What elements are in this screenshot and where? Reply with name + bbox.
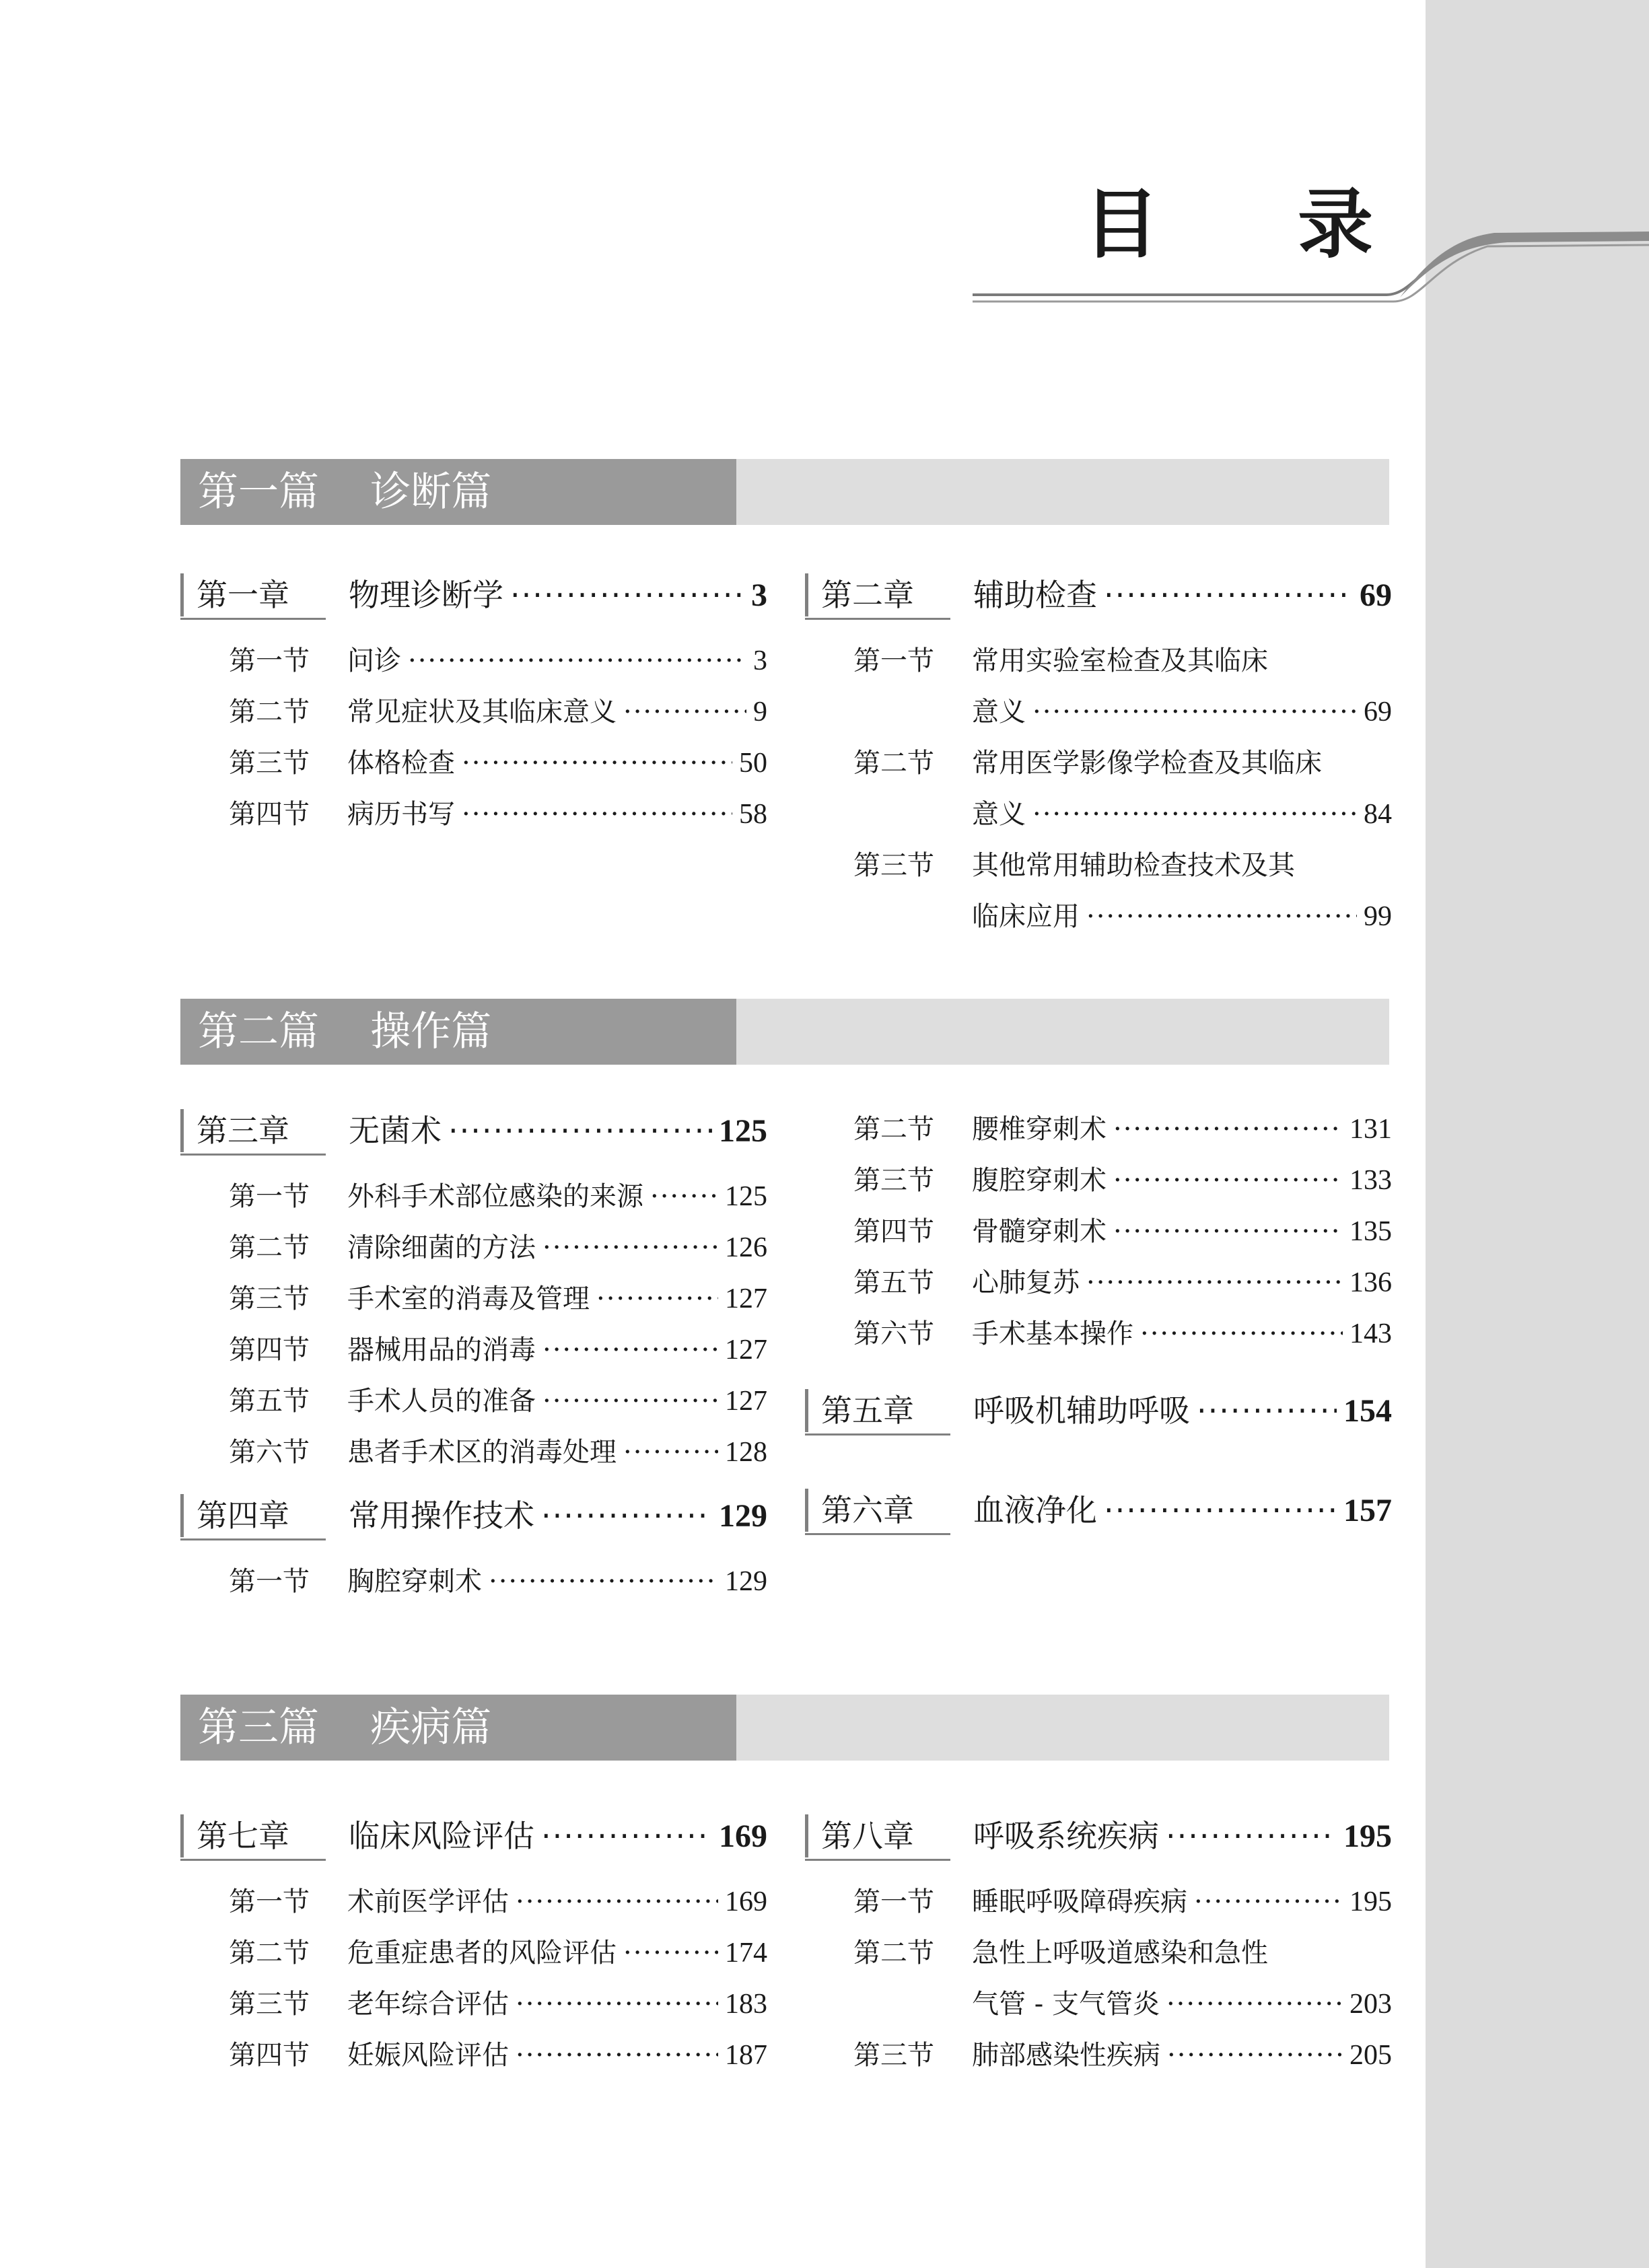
section-number: 第二节 — [229, 1232, 310, 1263]
chapter-page: 169 — [719, 1818, 767, 1854]
section-page: 129 — [725, 1566, 767, 1597]
part-title: 第二篇 操作篇 — [198, 1008, 492, 1055]
section-title: 常用实验室检查及其临床 — [972, 645, 1268, 676]
section-title: 妊娠风险评估 — [347, 2040, 509, 2071]
section-number: 第三节 — [853, 1165, 934, 1196]
section-number: 第二节 — [229, 1938, 310, 1969]
section-title: 意义 — [972, 697, 1026, 728]
section-page: 127 — [725, 1335, 767, 1366]
section-page: 3 — [753, 645, 767, 676]
section-title: 清除细菌的方法 — [347, 1232, 536, 1263]
chapter-entry[interactable] — [180, 1106, 767, 1156]
section-entry[interactable] — [180, 1979, 767, 2030]
section-entry[interactable] — [180, 1427, 767, 1478]
chapter-entry[interactable] — [805, 1486, 1392, 1536]
section-number: 第一节 — [229, 1886, 310, 1917]
section-page: 131 — [1349, 1114, 1392, 1145]
section-entry[interactable] — [180, 1876, 767, 1927]
section-number: 第五节 — [229, 1386, 310, 1417]
section-number: 第三节 — [853, 2040, 934, 2071]
section-title: 腹腔穿刺术 — [972, 1165, 1107, 1196]
section-entry[interactable] — [180, 1324, 767, 1376]
section-entry[interactable] — [180, 1376, 767, 1427]
part-header — [180, 1695, 1389, 1761]
section-title: 心肺复苏 — [972, 1267, 1080, 1298]
section-title: 老年综合评估 — [347, 1989, 509, 2020]
section-entry-continued[interactable] — [805, 1979, 1392, 2030]
chapter-page: 3 — [751, 577, 767, 613]
section-number: 第二节 — [853, 1114, 934, 1145]
section-title: 急性上呼吸道感染和急性 — [972, 1938, 1268, 1969]
part-3-left-column — [180, 1812, 767, 2081]
section-entry-continued[interactable] — [805, 891, 1392, 942]
part-title: 第一篇 诊断篇 — [198, 468, 492, 516]
chapter-title: 临床风险评估 — [349, 1818, 534, 1854]
part-3 — [180, 1695, 1389, 1761]
section-entry-continued[interactable] — [805, 686, 1392, 738]
page-title — [1084, 181, 1373, 269]
section-entry[interactable] — [805, 1927, 1392, 1979]
section-entry[interactable] — [180, 1556, 767, 1607]
chapter-title: 呼吸机辅助呼吸 — [973, 1392, 1190, 1429]
section-entry[interactable] — [180, 635, 767, 686]
page-title-char-2: 录 — [1298, 181, 1373, 269]
section-page: 9 — [753, 697, 767, 728]
section-page: 135 — [1349, 1216, 1392, 1247]
section-number: 第四节 — [229, 1335, 310, 1366]
section-entry[interactable] — [805, 1308, 1392, 1359]
section-title: 器械用品的消毒 — [347, 1335, 536, 1366]
section-page: 143 — [1349, 1318, 1392, 1349]
chapter-title: 血液净化 — [973, 1492, 1097, 1528]
part-3-right-column — [805, 1812, 1392, 2081]
section-number: 第三节 — [229, 748, 310, 779]
section-title: 骨髓穿刺术 — [972, 1216, 1107, 1247]
section-page: 126 — [725, 1232, 767, 1263]
chapter-entry[interactable] — [805, 1812, 1392, 1862]
section-title: 腰椎穿刺术 — [972, 1114, 1107, 1145]
part-header — [180, 999, 1389, 1065]
section-title: 患者手术区的消毒处理 — [347, 1437, 617, 1468]
section-title: 临床应用 — [972, 901, 1080, 932]
section-title: 手术人员的准备 — [347, 1386, 536, 1417]
section-number: 第四节 — [853, 1216, 934, 1247]
section-entry[interactable] — [180, 738, 767, 789]
section-title: 其他常用辅助检查技术及其 — [972, 850, 1295, 881]
section-number: 第三节 — [229, 1989, 310, 2020]
section-title: 外科手术部位感染的来源 — [347, 1181, 643, 1212]
chapter-title: 呼吸系统疾病 — [973, 1818, 1159, 1854]
section-page: 50 — [739, 748, 767, 779]
section-number: 第六节 — [853, 1318, 934, 1349]
chapter-entry[interactable] — [180, 1491, 767, 1541]
section-title: 肺部感染性疾病 — [972, 2040, 1160, 2071]
chapter-number: 第四章 — [197, 1497, 289, 1534]
part-2-right-column — [805, 1104, 1392, 1551]
section-entry[interactable] — [805, 1257, 1392, 1308]
section-title: 气管 - 支气管炎 — [972, 1989, 1160, 2020]
section-title: 病历书写 — [347, 799, 455, 830]
chapter-number: 第五章 — [821, 1392, 914, 1429]
section-title: 术前医学评估 — [347, 1886, 509, 1917]
section-title: 手术室的消毒及管理 — [347, 1283, 590, 1314]
section-entry[interactable] — [180, 1222, 767, 1273]
chapter-entry[interactable] — [180, 571, 767, 621]
section-number: 第二节 — [853, 748, 934, 779]
chapter-page: 125 — [719, 1113, 767, 1149]
section-number: 第三节 — [229, 1283, 310, 1314]
section-entry[interactable] — [805, 738, 1392, 789]
section-page: 203 — [1349, 1989, 1392, 2020]
chapter-page: 157 — [1343, 1493, 1392, 1528]
section-title: 胸腔穿刺术 — [347, 1566, 482, 1597]
section-page: 195 — [1349, 1886, 1392, 1917]
section-page: 69 — [1364, 697, 1392, 728]
chapter-title: 辅助检查 — [973, 577, 1097, 613]
section-page: 99 — [1364, 901, 1392, 932]
section-title: 危重症患者的风险评估 — [347, 1938, 617, 1969]
chapter-number: 第八章 — [821, 1818, 914, 1854]
section-entry[interactable] — [180, 789, 767, 840]
chapter-entry[interactable] — [805, 571, 1392, 621]
section-entry[interactable] — [805, 1104, 1392, 1155]
section-entry[interactable] — [180, 1927, 767, 1979]
section-number: 第一节 — [229, 645, 310, 676]
chapter-title: 常用操作技术 — [349, 1497, 534, 1534]
part-1 — [180, 459, 1389, 525]
chapter-title: 物理诊断学 — [349, 577, 503, 613]
chapter-title: 无菌术 — [349, 1112, 442, 1149]
chapter-entry[interactable] — [805, 1386, 1392, 1436]
section-page: 133 — [1349, 1165, 1392, 1196]
section-page: 125 — [725, 1181, 767, 1212]
section-title: 意义 — [972, 799, 1026, 830]
section-entry[interactable] — [180, 686, 767, 738]
page-title-block — [969, 182, 1649, 316]
chapter-number: 第六章 — [821, 1492, 914, 1528]
chapter-number: 第三章 — [197, 1112, 289, 1149]
section-number: 第五节 — [853, 1267, 934, 1298]
chapter-page: 195 — [1343, 1818, 1392, 1854]
section-entry[interactable] — [805, 1206, 1392, 1257]
section-page: 183 — [725, 1989, 767, 2020]
chapter-page: 69 — [1360, 577, 1392, 613]
section-title: 常见症状及其临床意义 — [347, 697, 617, 728]
section-entry[interactable] — [805, 635, 1392, 686]
section-entry[interactable] — [805, 840, 1392, 891]
section-entry[interactable] — [180, 1273, 767, 1324]
section-number: 第一节 — [229, 1566, 310, 1597]
part-2 — [180, 999, 1389, 1065]
section-title: 体格检查 — [347, 748, 455, 779]
section-title: 常用医学影像学检查及其临床 — [972, 748, 1322, 779]
section-page: 205 — [1349, 2040, 1392, 2071]
chapter-page: 154 — [1343, 1393, 1392, 1429]
chapter-page: 129 — [719, 1498, 767, 1534]
section-number: 第二节 — [853, 1938, 934, 1969]
part-1-left-column — [180, 571, 767, 840]
part-1-right-column — [805, 571, 1392, 942]
section-title: 手术基本操作 — [972, 1318, 1133, 1349]
section-page: 136 — [1349, 1267, 1392, 1298]
section-title: 问诊 — [347, 645, 401, 676]
section-number: 第四节 — [229, 799, 310, 830]
section-page: 127 — [725, 1386, 767, 1417]
section-page: 187 — [725, 2040, 767, 2071]
chapter-number: 第七章 — [197, 1818, 289, 1854]
section-page: 127 — [725, 1283, 767, 1314]
section-entry[interactable] — [805, 2030, 1392, 2081]
part-2-left-column — [180, 1106, 767, 1607]
section-entry-continued[interactable] — [805, 789, 1392, 840]
section-page: 128 — [725, 1437, 767, 1468]
section-number: 第一节 — [229, 1181, 310, 1212]
section-number: 第一节 — [853, 645, 934, 676]
section-entry[interactable] — [805, 1155, 1392, 1206]
section-title: 睡眠呼吸障碍疾病 — [972, 1886, 1187, 1917]
part-title: 第三篇 疾病篇 — [198, 1704, 492, 1751]
chapter-number: 第二章 — [821, 577, 914, 613]
section-number: 第六节 — [229, 1437, 310, 1468]
section-entry[interactable] — [805, 1876, 1392, 1927]
side-band — [1426, 0, 1649, 2268]
part-header — [180, 459, 1389, 525]
page-title-char-1: 目 — [1084, 181, 1159, 269]
section-page: 58 — [739, 799, 767, 830]
section-page: 84 — [1364, 799, 1392, 830]
section-entry[interactable] — [180, 2030, 767, 2081]
section-number: 第四节 — [229, 2040, 310, 2071]
section-page: 174 — [725, 1938, 767, 1969]
chapter-number: 第一章 — [197, 577, 289, 613]
chapter-entry[interactable] — [180, 1812, 767, 1862]
section-page: 169 — [725, 1886, 767, 1917]
section-number: 第一节 — [853, 1886, 934, 1917]
section-entry[interactable] — [180, 1171, 767, 1222]
section-number: 第三节 — [853, 850, 934, 881]
section-number: 第二节 — [229, 697, 310, 728]
